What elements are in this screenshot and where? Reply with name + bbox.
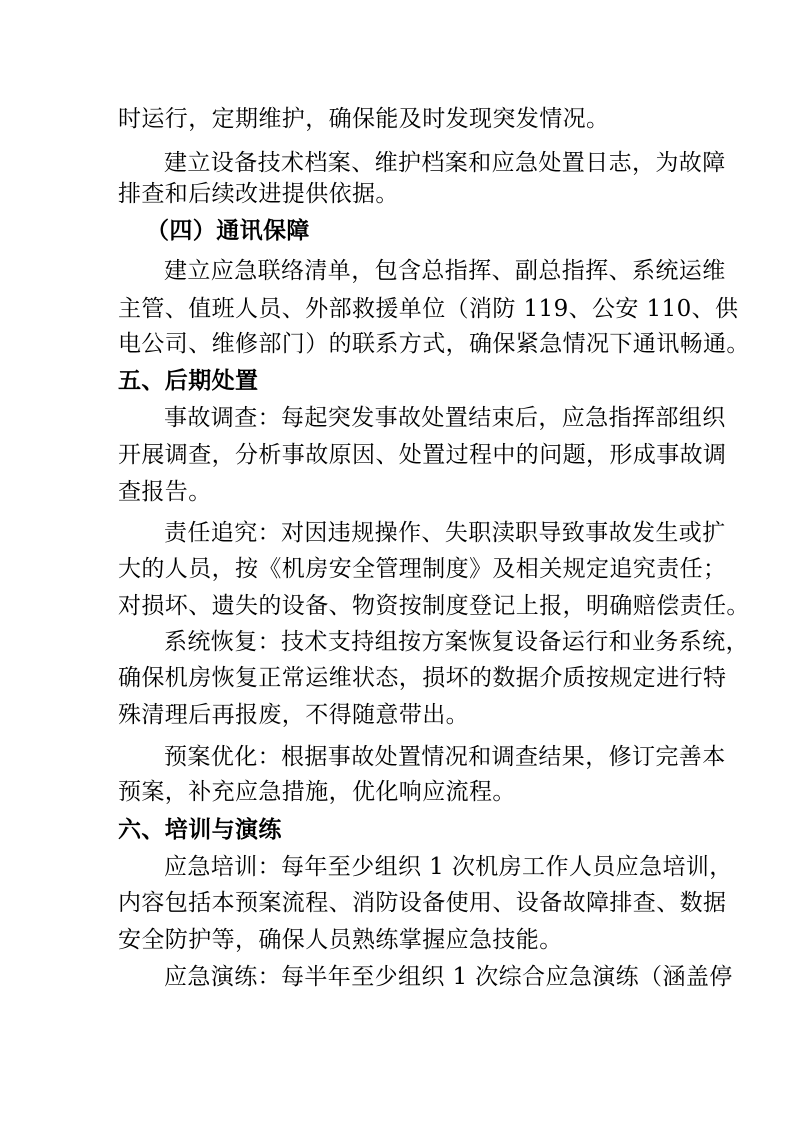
text-line: 预案，补充应急措施，优化响应流程。 <box>118 779 516 805</box>
text-line: 排查和后续改进提供依据。 <box>118 181 399 207</box>
text-line: 大的人员，按《机房安全管理制度》及相关规定追究责任； <box>118 556 727 582</box>
section-heading: 五、后期处置 <box>118 368 259 394</box>
text-line: 殊清理后再报废，不得随意带出。 <box>118 702 469 728</box>
paragraph-start: 建立应急联络清单，包含总指挥、副总指挥、系统运维 <box>164 258 726 284</box>
subsection-heading: （四）通讯保障 <box>146 218 310 244</box>
text-line: 开展调查，分析事故原因、处置过程中的问题，形成事故调 <box>118 442 727 468</box>
text-line: 主管、值班人员、外部救援单位（消防 119、公安 110、供 <box>118 296 739 322</box>
text-line: 电公司、维修部门）的联系方式，确保紧急情况下通讯畅通。 <box>118 331 750 357</box>
text-line: 对损坏、遗失的设备、物资按制度登记上报，明确赔偿责任。 <box>118 593 750 619</box>
paragraph-start: 建立设备技术档案、维护档案和应急处置日志，为故障 <box>164 150 726 176</box>
section-heading: 六、培训与演练 <box>118 817 282 843</box>
paragraph-start: 事故调查：每起突发事故处置结束后，应急指挥部组织 <box>164 405 726 431</box>
paragraph-start: 应急培训：每年至少组织 1 次机房工作人员应急培训， <box>164 854 733 880</box>
paragraph-start: 应急演练：每半年至少组织 1 次综合应急演练（涵盖停 <box>164 964 733 990</box>
text-line: 安全防护等，确保人员熟练掌握应急技能。 <box>118 927 563 953</box>
text-line: 确保机房恢复正常运维状态，损坏的数据介质按规定进行特 <box>118 665 727 691</box>
text-line: 查报告。 <box>118 479 212 505</box>
paragraph-start: 责任追究：对因违规操作、失职渎职导致事故发生或扩 <box>164 520 726 546</box>
text-line: 时运行，定期维护，确保能及时发现突发情况。 <box>118 106 610 132</box>
text-line: 内容包括本预案流程、消防设备使用、设备故障排查、数据 <box>118 890 727 916</box>
paragraph-start: 系统恢复：技术支持组按方案恢复设备运行和业务系统， <box>164 629 749 655</box>
paragraph-start: 预案优化：根据事故处置情况和调查结果，修订完善本 <box>164 744 726 770</box>
